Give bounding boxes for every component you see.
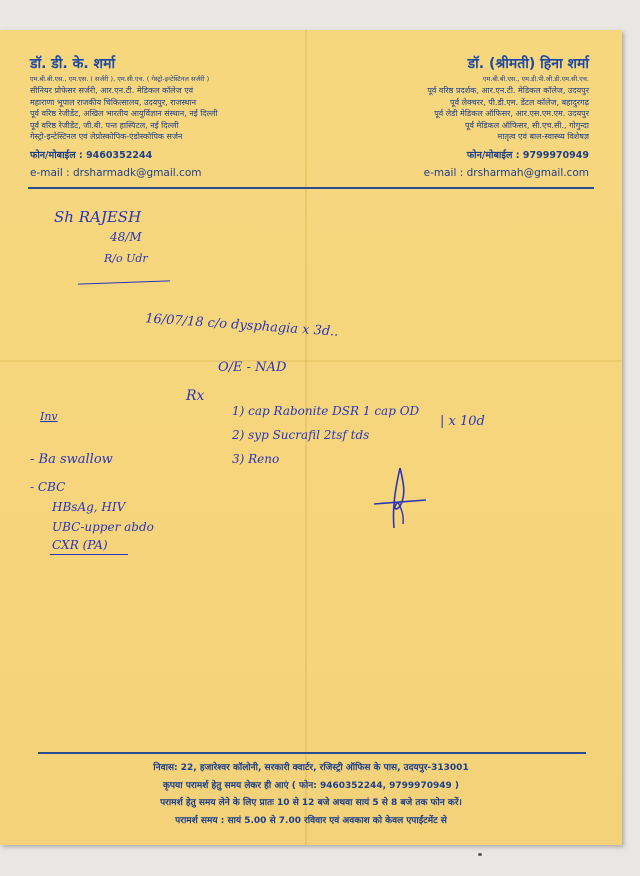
header-left	[30, 54, 320, 180]
investigations-label: Inv	[40, 410, 58, 423]
footer-timing: परामर्श हेतु समय लेने के लिए प्रातः 10 से 12 बजे अथवा सायं 5 से 8 बजे तक फोन करें।	[160, 798, 462, 808]
designation-left-4: पूर्व वरिष्ठ रेजीडेंट, जी.बी. पन्त हास्पिटल, नई दिल्ली	[30, 120, 179, 130]
examination-finding: O/E - NAD	[218, 360, 287, 375]
rx-symbol: Rx	[186, 388, 205, 404]
qualifications-left: एम.बी.बी.एस., एम.एस. ( सर्जरी ), एम.सी.एच. ( गेस्ट्रो-इन्टेस्टिनल सर्जरी )	[30, 75, 210, 83]
designation-right-1: पूर्व वरिष्ठ प्रदर्शक, आर.एन.टी. मेडिकल कॉलेज, उदयपुर	[427, 86, 589, 95]
designation-right-3: पूर्व लेडी मेडिकल ऑफिसर, आर.एस.एम.एम. उदयपुर	[434, 109, 589, 118]
investigation-5: CXR (PA)	[52, 538, 108, 552]
footer	[30, 760, 592, 830]
prescription-paper	[0, 30, 622, 845]
name-underline	[78, 280, 170, 284]
footer-address: निवास: 22, हजारेश्वर कॉलोनी, सरकारी क्वार्टर, रजिस्ट्री ऑफिस के पास, उदयपुर-313001	[153, 763, 469, 773]
date-complaint: 16/07/18 c/o dysphagia x 3d..	[144, 311, 339, 340]
header-right	[299, 54, 589, 180]
investigation-4: UBC-upper abdo	[52, 520, 154, 534]
medication-2: 2) syp Sucrafil 2tsf tds	[232, 428, 370, 442]
investigation-underline	[50, 554, 128, 555]
designation-left-3: पूर्व वरिष्ठ रेजीडेंट, अखिल भारतीय आयुर्विज्ञान संस्थान, नई दिल्ली	[30, 109, 218, 118]
designation-right-2: पूर्व लेक्चरर, पी.डी.एम. डेंटल कॉलेज, बहादुरगढ़	[450, 97, 589, 107]
paper-fold-horizontal	[0, 360, 622, 362]
patient-residence: R/o Udr	[104, 252, 148, 265]
footer-consult-time: परामर्श समय : सायं 5.00 से 7.00 रविवार एवं अवकाश को केवल एपाईंटमेंट से	[175, 815, 447, 826]
phone-right: फोन/मोबाईल : 9799970949	[466, 149, 589, 161]
designation-right-5: मातृत्व एवं बाल-स्वास्थ्य विशेषज्ञ	[497, 132, 589, 141]
footer-divider	[38, 752, 586, 754]
designation-left-5: गेस्ट्रो-इन्टेस्टिनल एवं लेप्रोस्कोपिक-एंडोस्कोपिक सर्जन	[30, 132, 183, 141]
investigation-3: HBsAg, HIV	[52, 500, 126, 514]
header-divider	[28, 187, 594, 189]
phone-left: फोन/मोबाईल : 9460352244	[30, 149, 153, 161]
patient-age-sex: 48/M	[110, 230, 142, 244]
patient-name: Sh RAJESH	[54, 208, 142, 226]
medication-3: 3) Reno	[232, 452, 280, 466]
designation-right-4: पूर्व मेडिकल ऑफिसर, सी.एच.सी., गोगुन्दा	[464, 120, 589, 130]
medication-1: 1) cap Rabonite DSR 1 cap OD	[232, 404, 420, 418]
designation-left-1: सीनियर प्रोफेसर सर्जरी, आर.एन.टी. मेडिकल कॉलेज एवं	[30, 86, 194, 95]
email-left: e-mail : drsharmadk@gmail.com	[30, 166, 202, 179]
doctor-signature	[370, 466, 430, 536]
designation-left-2: महाराणा भूपाल राजकीय चिकित्सालय, उदयपुर, राजस्थान	[30, 97, 197, 107]
doctor-name-left: डॉ. डी. के. शर्मा	[30, 56, 116, 72]
medication-duration: | x 10d	[440, 414, 485, 429]
investigation-1: - Ba swallow	[30, 452, 113, 467]
footer-appointment: कृपया परामर्श हेतु समय लेकर ही आएं ( फोन: 9460352244, 9799970949 )	[163, 780, 459, 791]
email-right: e-mail : drsharmah@gmail.com	[423, 166, 589, 179]
doctor-name-right: डॉ. (श्रीमती) हिना शर्मा	[467, 56, 589, 72]
scan-speck	[478, 853, 482, 856]
investigation-2: - CBC	[30, 480, 66, 494]
qualifications-right: एम.बी.बी.एस., एम.डी.पी.जी.डी.एम.सी.एच.	[482, 75, 589, 83]
